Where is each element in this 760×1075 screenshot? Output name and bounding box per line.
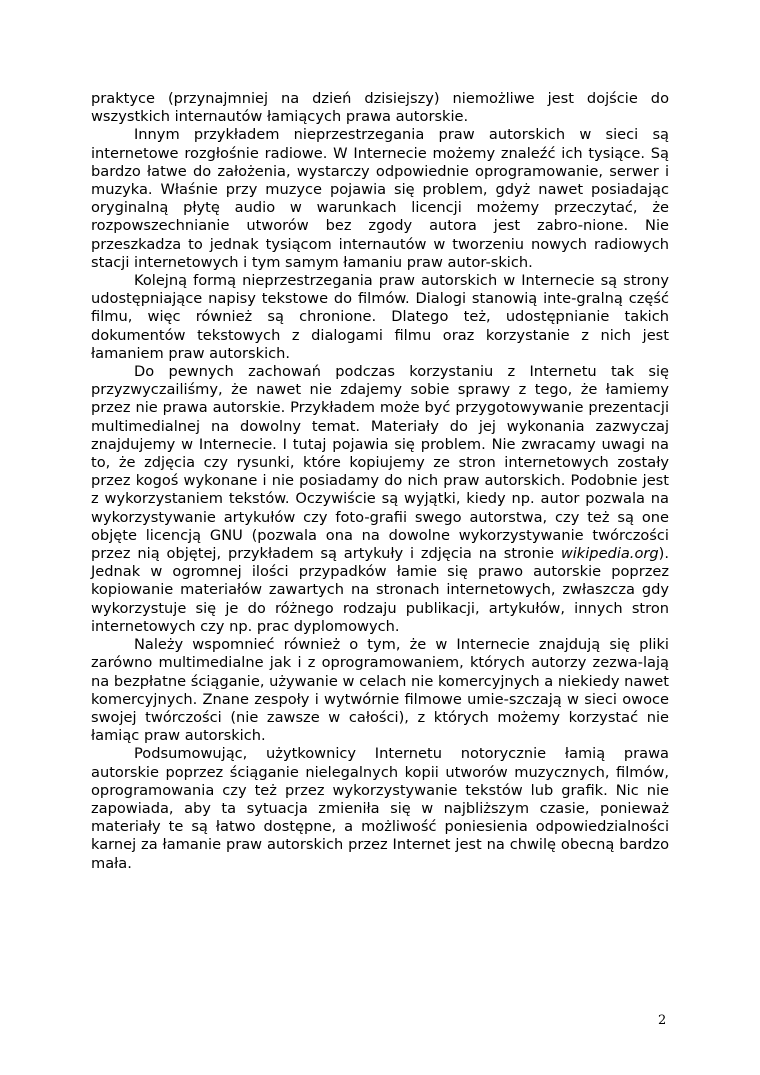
paragraph-text: praktyce (przynajmniej na dzień dzisiejszy) niemożliwe jest dojście do wszystkich internautów łamiących prawa autorskie. (91, 90, 669, 126)
italic-text: wikipedia.org (560, 545, 659, 563)
page-number: 2 (658, 1013, 667, 1028)
paragraph-text: Należy wspomnieć również o tym, że w Internecie znajdują się pliki zarówno multimedialne jak i z oprogramowaniem, których autorzy zezwa-lają na bezpłatne ściąganie, używanie w celach nie komercyjnych a niekiedy nawet komercyjnych. Znane zespoły i wytwórnie filmowe umie-szczają w sieci owoce swojej twórczości (nie zawsze w całości), z których możemy korzystać nie łamiąc praw autorskich. (91, 636, 669, 745)
paragraph-text: Kolejną formą nieprzestrzegania praw autorskich w Internecie są strony udostępniające napisy tekstowe do filmów. Dialogi stanowią inte-gralną część filmu, więc również są chronione. Dlatego też, udostępnianie takich dokumentów tekstowych z dialogami filmu oraz korzystanie z nich jest łamaniem praw autorskich. (91, 272, 669, 362)
paragraph (91, 636, 669, 745)
paragraph (91, 272, 669, 363)
body-text (91, 90, 669, 873)
paragraph (91, 90, 669, 126)
paragraph (91, 745, 669, 872)
paragraph-text: Do pewnych zachowań podczas korzystaniu z Internetu tak się przyzwyczailiśmy, że nawet nie zdajemy sobie sprawy z tego, że łamiemy przez nie prawa autorskie. Przykładem może być przygotowywanie prezentacji multimedialnej na dowolny temat. Materiały do jej wykonania zazwyczaj znajdujemy w Internecie. I tutaj pojawia się problem. Nie zwracamy uwagi na to, że zdjęcia czy rysunki, które kopiujemy ze stron internetowych zostały przez kogoś wykonane i nie posiadamy do nich praw autorskich. Podobnie jest z wykorzystaniem tekstów. Oczywiście są wyjątki, kiedy np. autor pozwala na wykorzystywanie artykułów czy foto-grafii swego autorstwa, czy też są one objęte licencją GNU (pozwala ona na dowolne wykorzystywanie twórczości przez nią objętej, przykładem są artykuły i zdjęcia na stronie (91, 363, 669, 563)
paragraph-text: ). Jednak w ogromnej ilości przypadków łamie się prawo autorskie poprzez kopiowanie materiałów zawartych na stronach internetowych, zwłaszcza gdy wykorzystuje się je do różnego rodzaju publikacji, artykułów, innych stron internetowych czy np. prac dyplomowych. (91, 545, 669, 635)
paragraph (91, 363, 669, 636)
paragraph (91, 126, 669, 272)
paragraph-text: Innym przykładem nieprzestrzegania praw autorskich w sieci są internetowe rozgłośnie radiowe. W Internecie możemy znaleźć ich tysiące. Są bardzo łatwe do założenia, wystarczy odpowiednie oprogramowanie, serwer i muzyka. Właśnie przy muzyce pojawia się problem, gdyż nawet posiadając oryginalną płytę audio w warunkach licencji możemy przeczytać, że rozpowszechnianie utworów bez zgody autora jest zabro-nione. Nie przeszkadza to jednak tysiącom internautów w tworzeniu nowych radiowych stacji internetowych i tym samym łamaniu praw autor-skich. (91, 126, 669, 271)
paragraph-text: Podsumowując, użytkownicy Internetu notorycznie łamią prawa autorskie poprzez ściąganie nielegalnych kopii utworów muzycznych, filmów, oprogramowania czy też przez wykorzystywanie tekstów lub grafik. Nic nie zapowiada, aby ta sytuacja zmieniła się w najbliższym czasie, ponieważ materiały te są łatwo dostępne, a możliwość poniesienia odpowiedzialności karnej za łamanie praw autorskich przez Internet jest na chwilę obecną bardzo mała. (91, 745, 669, 872)
